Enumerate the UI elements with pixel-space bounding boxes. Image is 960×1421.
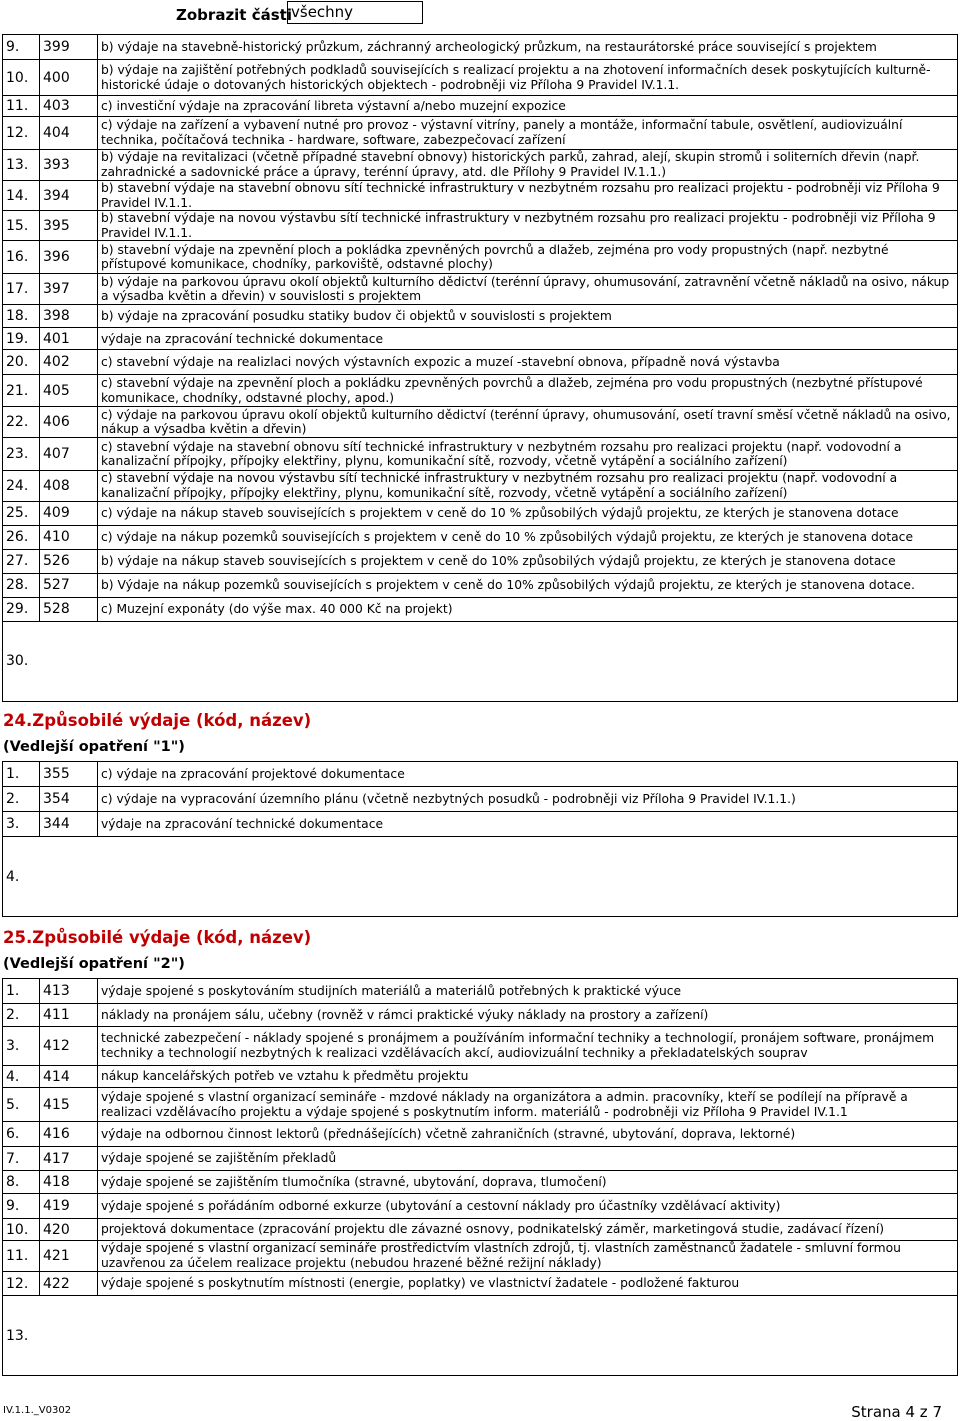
row-code: 417 [40, 1147, 98, 1171]
row-number: 9. [3, 35, 40, 60]
row-code: 421 [40, 1241, 98, 1272]
row-description: výdaje spojené se zajištěním tlumočníka (stravné, ubytování, doprava, tlumočení) [98, 1171, 958, 1194]
row-code: 413 [40, 979, 98, 1004]
table-row [3, 812, 958, 837]
row-description: b) výdaje na stavebně-historický průzkum, záchranný archeologický průzkum, na restaurátorské práce související s projektem [98, 35, 958, 60]
row-code: 404 [40, 117, 98, 150]
table-row [3, 241, 958, 274]
section-24-subtitle: (Vedlejší opatření "1") [3, 739, 185, 755]
row-number: 29. [3, 597, 40, 621]
row-code: 354 [40, 787, 98, 812]
row-number: 26. [3, 525, 40, 549]
table-row [3, 350, 958, 375]
section-25-title: 25.Způsobilé výdaje (kód, název) [3, 928, 312, 947]
filter-select[interactable]: všechny [287, 1, 423, 24]
row-code: 418 [40, 1171, 98, 1194]
row-description: c) investiční výdaje na zpracování libreta výstavní a/nebo muzejní expozice [98, 96, 958, 117]
row-number: 21. [3, 375, 40, 407]
row-number: 14. [3, 181, 40, 211]
row-description: c) výdaje na nákup staveb souvisejících s projektem v ceně do 10 % způsobilých výdajů projektu, ze kterých je stanovena dotace [98, 501, 958, 525]
row-number: 22. [3, 407, 40, 438]
row-description: b) výdaje na revitalizaci (včetně případné stavební obnovy) historických parků, zahrad, alejí, skupin stromů i soliterních dřevin (např. zahradnické a sadovnické práce a úpravy, terénní úpravy, atd. dle Přílohy 9 Pravidel IV.1.1.) [98, 150, 958, 181]
row-code: 398 [40, 305, 98, 328]
row-code: 412 [40, 1027, 98, 1066]
table-row [3, 1122, 958, 1147]
row-number: 1. [3, 979, 40, 1004]
table-row [3, 1241, 958, 1272]
row-description: c) stavební výdaje na realizlaci nových výstavních expozic a muzeí -stavební obnova, případně nová výstavba [98, 350, 958, 375]
row-code: 344 [40, 812, 98, 837]
row-code: 526 [40, 549, 98, 573]
row-number: 25. [3, 501, 40, 525]
expense-table-main [2, 34, 958, 702]
row-description: c) výdaje na nákup pozemků souvisejících s projektem v ceně do 10 % způsobilých výdajů projektu, ze kterých je stanovena dotace [98, 525, 958, 549]
row-description: výdaje spojené s poskytováním studijních materiálů a materiálů potřebných k praktické výuce [98, 979, 958, 1004]
table-row [3, 1272, 958, 1296]
table-row-empty [3, 837, 958, 917]
row-number: 4. [3, 1066, 40, 1088]
row-code: 422 [40, 1272, 98, 1296]
row-description: c) stavební výdaje na zpevnění ploch a pokládku zpevněných povrchů a dlažeb, zejména pro vodu propustných (nezbytné přístupové komunikace, chodníky, odstavné plochy, apod.) [98, 375, 958, 407]
row-description: c) výdaje na zpracování projektové dokumentace [98, 762, 958, 787]
row-code: 527 [40, 573, 98, 597]
table-row [3, 1088, 958, 1122]
row-number: 20. [3, 350, 40, 375]
row-description: b) stavební výdaje na zpevnění ploch a pokládka zpevněných povrchů a dlažeb, zejména pro vody propustných (např. nezbytné přístupové komunikace, chodníky, parkoviště, odstavné plochy) [98, 241, 958, 274]
row-empty-cell [40, 1296, 958, 1376]
table-row [3, 787, 958, 812]
row-code: 406 [40, 407, 98, 438]
row-number: 11. [3, 96, 40, 117]
row-number: 23. [3, 438, 40, 471]
expense-table-vedlejsi-2 [2, 978, 958, 1376]
row-description: výdaje na odbornou činnost lektorů (přednášejících) včetně zahraničních (stravné, ubytování, doprava, lektorné) [98, 1122, 958, 1147]
row-description: výdaje spojené se zajištěním překladů [98, 1147, 958, 1171]
row-number: 15. [3, 211, 40, 241]
table-row [3, 1219, 958, 1241]
row-code: 419 [40, 1194, 98, 1219]
row-number: 18. [3, 305, 40, 328]
row-number: 24. [3, 471, 40, 501]
table-row [3, 96, 958, 117]
row-number: 2. [3, 1004, 40, 1027]
row-number: 5. [3, 1088, 40, 1122]
row-code: 394 [40, 181, 98, 211]
row-code: 409 [40, 501, 98, 525]
row-code: 399 [40, 35, 98, 60]
table-row [3, 375, 958, 407]
table-row-empty [3, 621, 958, 701]
row-number: 13. [3, 150, 40, 181]
row-description: nákup kancelářských potřeb ve vztahu k předmětu projektu [98, 1066, 958, 1088]
filter-label: Zobrazit části [176, 6, 292, 24]
row-number: 3. [3, 1027, 40, 1066]
row-description: výdaje na zpracování technické dokumentace [98, 328, 958, 350]
table-row [3, 501, 958, 525]
row-code: 405 [40, 375, 98, 407]
table-row [3, 573, 958, 597]
table-row [3, 1194, 958, 1219]
row-description: výdaje spojené s vlastní organizací semináře prostředictvím vlastních zdrojů, tj. vlastních zaměstnanců žadatele - smluvní formou uzavřenou za účelem realizace projektu (nebudou hrazené běžné režijní náklady) [98, 1241, 958, 1272]
section-25-subtitle: (Vedlejší opatření "2") [3, 956, 185, 972]
row-code: 411 [40, 1004, 98, 1027]
row-code: 410 [40, 525, 98, 549]
row-description: projektová dokumentace (zpracování projektu dle závazné osnovy, podnikatelský záměr, marketingová studie, zadávací řízení) [98, 1219, 958, 1241]
row-number: 1. [3, 762, 40, 787]
row-code: 408 [40, 471, 98, 501]
table-row [3, 1027, 958, 1066]
table-row [3, 181, 958, 211]
table-row [3, 35, 958, 60]
row-description: c) výdaje na vypracování územního plánu (včetně nezbytných posudků - podrobněji viz Příloha 9 Pravidel IV.1.1.) [98, 787, 958, 812]
row-description: c) výdaje na parkovou úpravu okolí objektů kulturního dědictví (terénní úpravy, ohumusování, osetí travní směsí včetně nákladů na osivo, nákup a výsadba květin a dřevin) [98, 407, 958, 438]
table-row [3, 305, 958, 328]
table-row [3, 407, 958, 438]
row-empty-cell [40, 837, 958, 917]
row-number: 7. [3, 1147, 40, 1171]
table-row [3, 525, 958, 549]
table-row [3, 1147, 958, 1171]
row-description: c) Muzejní exponáty (do výše max. 40 000 Kč na projekt) [98, 597, 958, 621]
row-code: 355 [40, 762, 98, 787]
table-row [3, 117, 958, 150]
row-description: b) výdaje na nákup staveb souvisejících s projektem v ceně do 10% způsobilých výdajů projektu, ze kterých je stanovena dotace [98, 549, 958, 573]
table-row [3, 60, 958, 96]
row-code: 395 [40, 211, 98, 241]
row-number: 11. [3, 1241, 40, 1272]
row-number: 27. [3, 549, 40, 573]
row-code: 400 [40, 60, 98, 96]
row-number: 17. [3, 274, 40, 305]
row-code: 401 [40, 328, 98, 350]
row-code: 393 [40, 150, 98, 181]
footer-page-number: Strana 4 z 7 [851, 1403, 942, 1421]
row-number: 16. [3, 241, 40, 274]
row-description: b) výdaje na zajištění potřebných podkladů souvisejících s realizací projektu a na zhotovení informačních desek poskytujících kulturně-historické údaje o dotovaných historických objektech - podrobněji viz Příloha 9 Pravidel IV.1.1. [98, 60, 958, 96]
table-row [3, 1171, 958, 1194]
row-description: b) stavební výdaje na novou výstavbu sítí technické infrastruktury v nezbytném rozsahu pro realizaci projektu - podrobněji viz Příloha 9 Pravidel IV.1.1. [98, 211, 958, 241]
row-description: c) stavební výdaje na novou výstavbu sítí technické infrastruktury v nezbytném rozsahu pro realizaci projektu (např. vodovodní a kanalizační přípojky, přípojky elektřiny, plynu, komunikační sítě, rozvody, včetně vytápění a sociálního zařízení) [98, 471, 958, 501]
row-number: 13. [3, 1296, 40, 1376]
row-description: b) Výdaje na nákup pozemků souvisejících s projektem v ceně do 10% způsobilých výdajů projektu, ze kterých je stanovena dotace. [98, 573, 958, 597]
table-row [3, 762, 958, 787]
row-description: výdaje spojené s pořádáním odborné exkurze (ubytování a cestovní náklady pro účastníky vzdělávací aktivity) [98, 1194, 958, 1219]
row-number: 30. [3, 621, 40, 701]
row-code: 407 [40, 438, 98, 471]
row-number: 4. [3, 837, 40, 917]
table-row-empty [3, 1296, 958, 1376]
row-description: náklady na pronájem sálu, učebny (rovněž v rámci praktické výuky náklady na prostory a zařízení) [98, 1004, 958, 1027]
row-number: 12. [3, 1272, 40, 1296]
row-description: výdaje spojené s vlastní organizací semináře - mzdové náklady na organizátora a admin. pracovníky, kteří se podílejí na přípravě a realizaci vzdělávacího projektu a výdaje spojené s poskytnutím inform. materiálů - podrobněji viz Příloha 9 Pravidel IV.1.1 [98, 1088, 958, 1122]
row-description: c) stavební výdaje na stavební obnovu sítí technické infrastruktury v nezbytném rozsahu pro realizaci projektu (např. vodovodní a kanalizační přípojky, přípojky elektřiny, plynu, komunikační sítě, rozvody, včetně vytápění a sociálního zařízení) [98, 438, 958, 471]
row-number: 2. [3, 787, 40, 812]
table-row [3, 1004, 958, 1027]
row-number: 6. [3, 1122, 40, 1147]
row-code: 416 [40, 1122, 98, 1147]
table-row [3, 979, 958, 1004]
table-row [3, 438, 958, 471]
table-row [3, 150, 958, 181]
row-code: 396 [40, 241, 98, 274]
row-number: 8. [3, 1171, 40, 1194]
row-code: 528 [40, 597, 98, 621]
row-description: výdaje spojené s poskytnutím místnosti (energie, poplatky) ve vlastnictví žadatele - podložené fakturou [98, 1272, 958, 1296]
filter-bar [0, 0, 960, 34]
row-code: 414 [40, 1066, 98, 1088]
row-empty-cell [40, 621, 958, 701]
table-row [3, 471, 958, 501]
table-row [3, 328, 958, 350]
row-number: 28. [3, 573, 40, 597]
table-row [3, 211, 958, 241]
row-number: 19. [3, 328, 40, 350]
row-code: 415 [40, 1088, 98, 1122]
table-row [3, 549, 958, 573]
row-description: b) stavební výdaje na stavební obnovu sítí technické infrastruktury v nezbytném rozsahu pro realizaci projektu - podrobněji viz Příloha 9 Pravidel IV.1.1. [98, 181, 958, 211]
row-code: 397 [40, 274, 98, 305]
row-code: 403 [40, 96, 98, 117]
row-number: 10. [3, 60, 40, 96]
table-row [3, 597, 958, 621]
table-row [3, 1066, 958, 1088]
row-description: c) výdaje na zařízení a vybavení nutné pro provoz - výstavní vitríny, panely a montáže, informační tabule, osvětlení, audiovizuální technika, počítačová technika - hardware, software, zabezpečovací zařízení [98, 117, 958, 150]
footer-doc-code: IV.1.1._V0302 [3, 1405, 72, 1416]
row-number: 3. [3, 812, 40, 837]
row-code: 402 [40, 350, 98, 375]
row-description: výdaje na zpracování technické dokumentace [98, 812, 958, 837]
row-number: 12. [3, 117, 40, 150]
row-number: 10. [3, 1219, 40, 1241]
row-number: 9. [3, 1194, 40, 1219]
table-row [3, 274, 958, 305]
row-description: b) výdaje na zpracování posudku statiky budov či objektů v souvislosti s projektem [98, 305, 958, 328]
section-24-title: 24.Způsobilé výdaje (kód, název) [3, 711, 312, 730]
row-description: b) výdaje na parkovou úpravu okolí objektů kulturního dědictví (terénní úpravy, ohumusování, zatravnění včetně nákladů na osivo, nákup a výsadba květin a dřevin) v souvislosti s projektem [98, 274, 958, 305]
row-code: 420 [40, 1219, 98, 1241]
expense-table-vedlejsi-1 [2, 761, 958, 917]
row-description: technické zabezpečení - náklady spojené s pronájmem a používáním informační techniky a technologií, pronájem software, pronájmem techniky a technologií nezbytných k realizaci vzdělávacích akcí, audiovizuální techniky a překladatelských souprav [98, 1027, 958, 1066]
